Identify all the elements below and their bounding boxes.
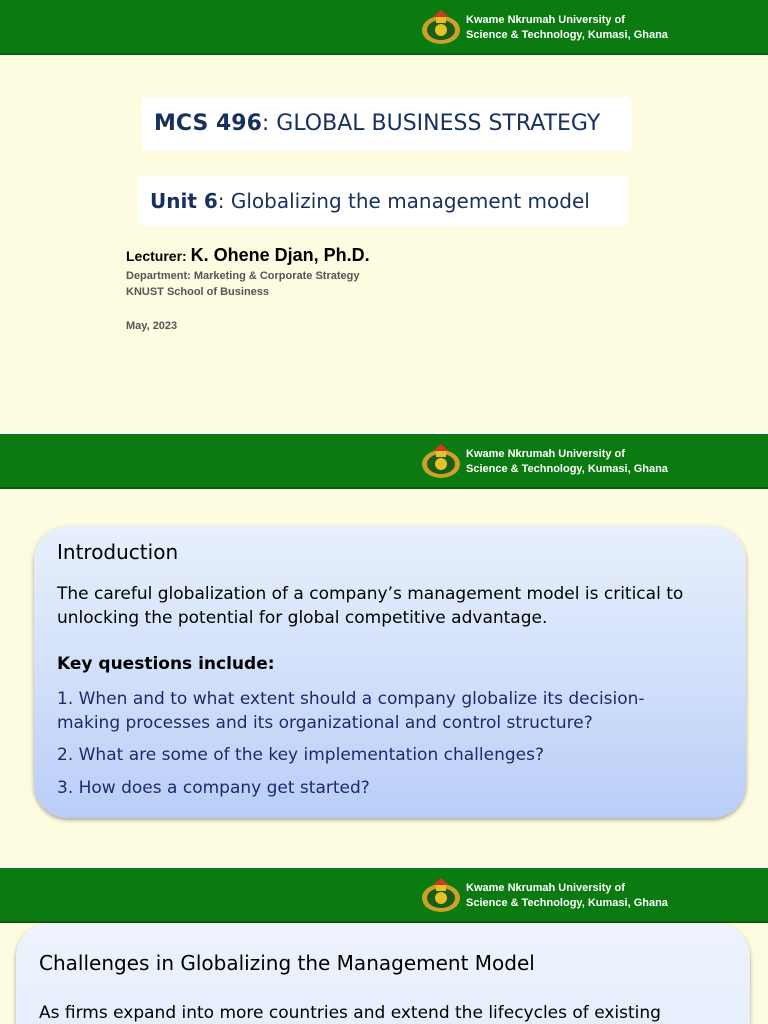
panel-title: Challenges in Globalizing the Management Model: [39, 951, 535, 975]
university-name-line1: Kwame Nkrumah University of: [466, 882, 625, 894]
course-title: : GLOBAL BUSINESS STRATEGY: [261, 111, 601, 136]
department-text: Department: Marketing & Corporate Strategy: [126, 270, 360, 282]
unit-title-box: [138, 176, 628, 226]
slide-header-bar: [0, 868, 768, 923]
lecturer-name: K. Ohene Djan, Ph.D.: [190, 245, 370, 265]
school-text: KNUST School of Business: [126, 286, 270, 298]
lecturer-line: [126, 245, 370, 266]
slide-1: [0, 0, 768, 432]
university-name-line2: Science & Technology, Kumasi, Ghana: [466, 463, 668, 475]
course-title-box: [142, 97, 632, 151]
slide-header-bar: [0, 434, 768, 489]
slide-header-bar: [0, 0, 768, 55]
question-2: 2. What are some of the key implementation challenges?: [57, 745, 544, 765]
intro-paragraph: [57, 582, 683, 630]
knust-crest-icon: [420, 875, 462, 917]
slide-3: [0, 868, 768, 1024]
intro-paragraph-line1: The careful globalization of a company’s management model is critical to: [57, 584, 684, 604]
lecturer-label: Lecturer:: [126, 248, 191, 264]
question-item: [57, 687, 645, 735]
knust-crest-icon: [420, 7, 462, 49]
unit-label: Unit 6: [150, 189, 218, 213]
university-name: [466, 881, 668, 911]
unit-title: : Globalizing the management model: [217, 189, 590, 213]
question-1-line1: 1. When and to what extent should a company globalize its decision-: [57, 689, 645, 709]
key-questions-heading: Key questions include:: [57, 654, 275, 674]
university-name: [466, 447, 668, 477]
slide-2: [0, 434, 768, 866]
course-code: MCS 496: [154, 111, 262, 136]
university-name-line1: Kwame Nkrumah University of: [466, 448, 625, 460]
introduction-panel: [34, 526, 746, 818]
university-name-line2: Science & Technology, Kumasi, Ghana: [466, 29, 668, 41]
date-text: May, 2023: [126, 320, 178, 332]
challenges-paragraph-line1: As firms expand into more countries and extend the lifecycles of existing: [39, 1003, 661, 1023]
intro-paragraph-line2: unlocking the potential for global competitive advantage.: [57, 608, 548, 628]
university-name: [466, 13, 668, 43]
knust-crest-icon: [420, 441, 462, 483]
question-3: 3. How does a company get started?: [57, 778, 370, 798]
university-name-line2: Science & Technology, Kumasi, Ghana: [466, 897, 668, 909]
question-1-line2: making processes and its organizational and control structure?: [57, 713, 593, 733]
challenges-panel: [16, 923, 750, 1024]
university-name-line1: Kwame Nkrumah University of: [466, 14, 625, 26]
panel-title: Introduction: [57, 540, 179, 564]
